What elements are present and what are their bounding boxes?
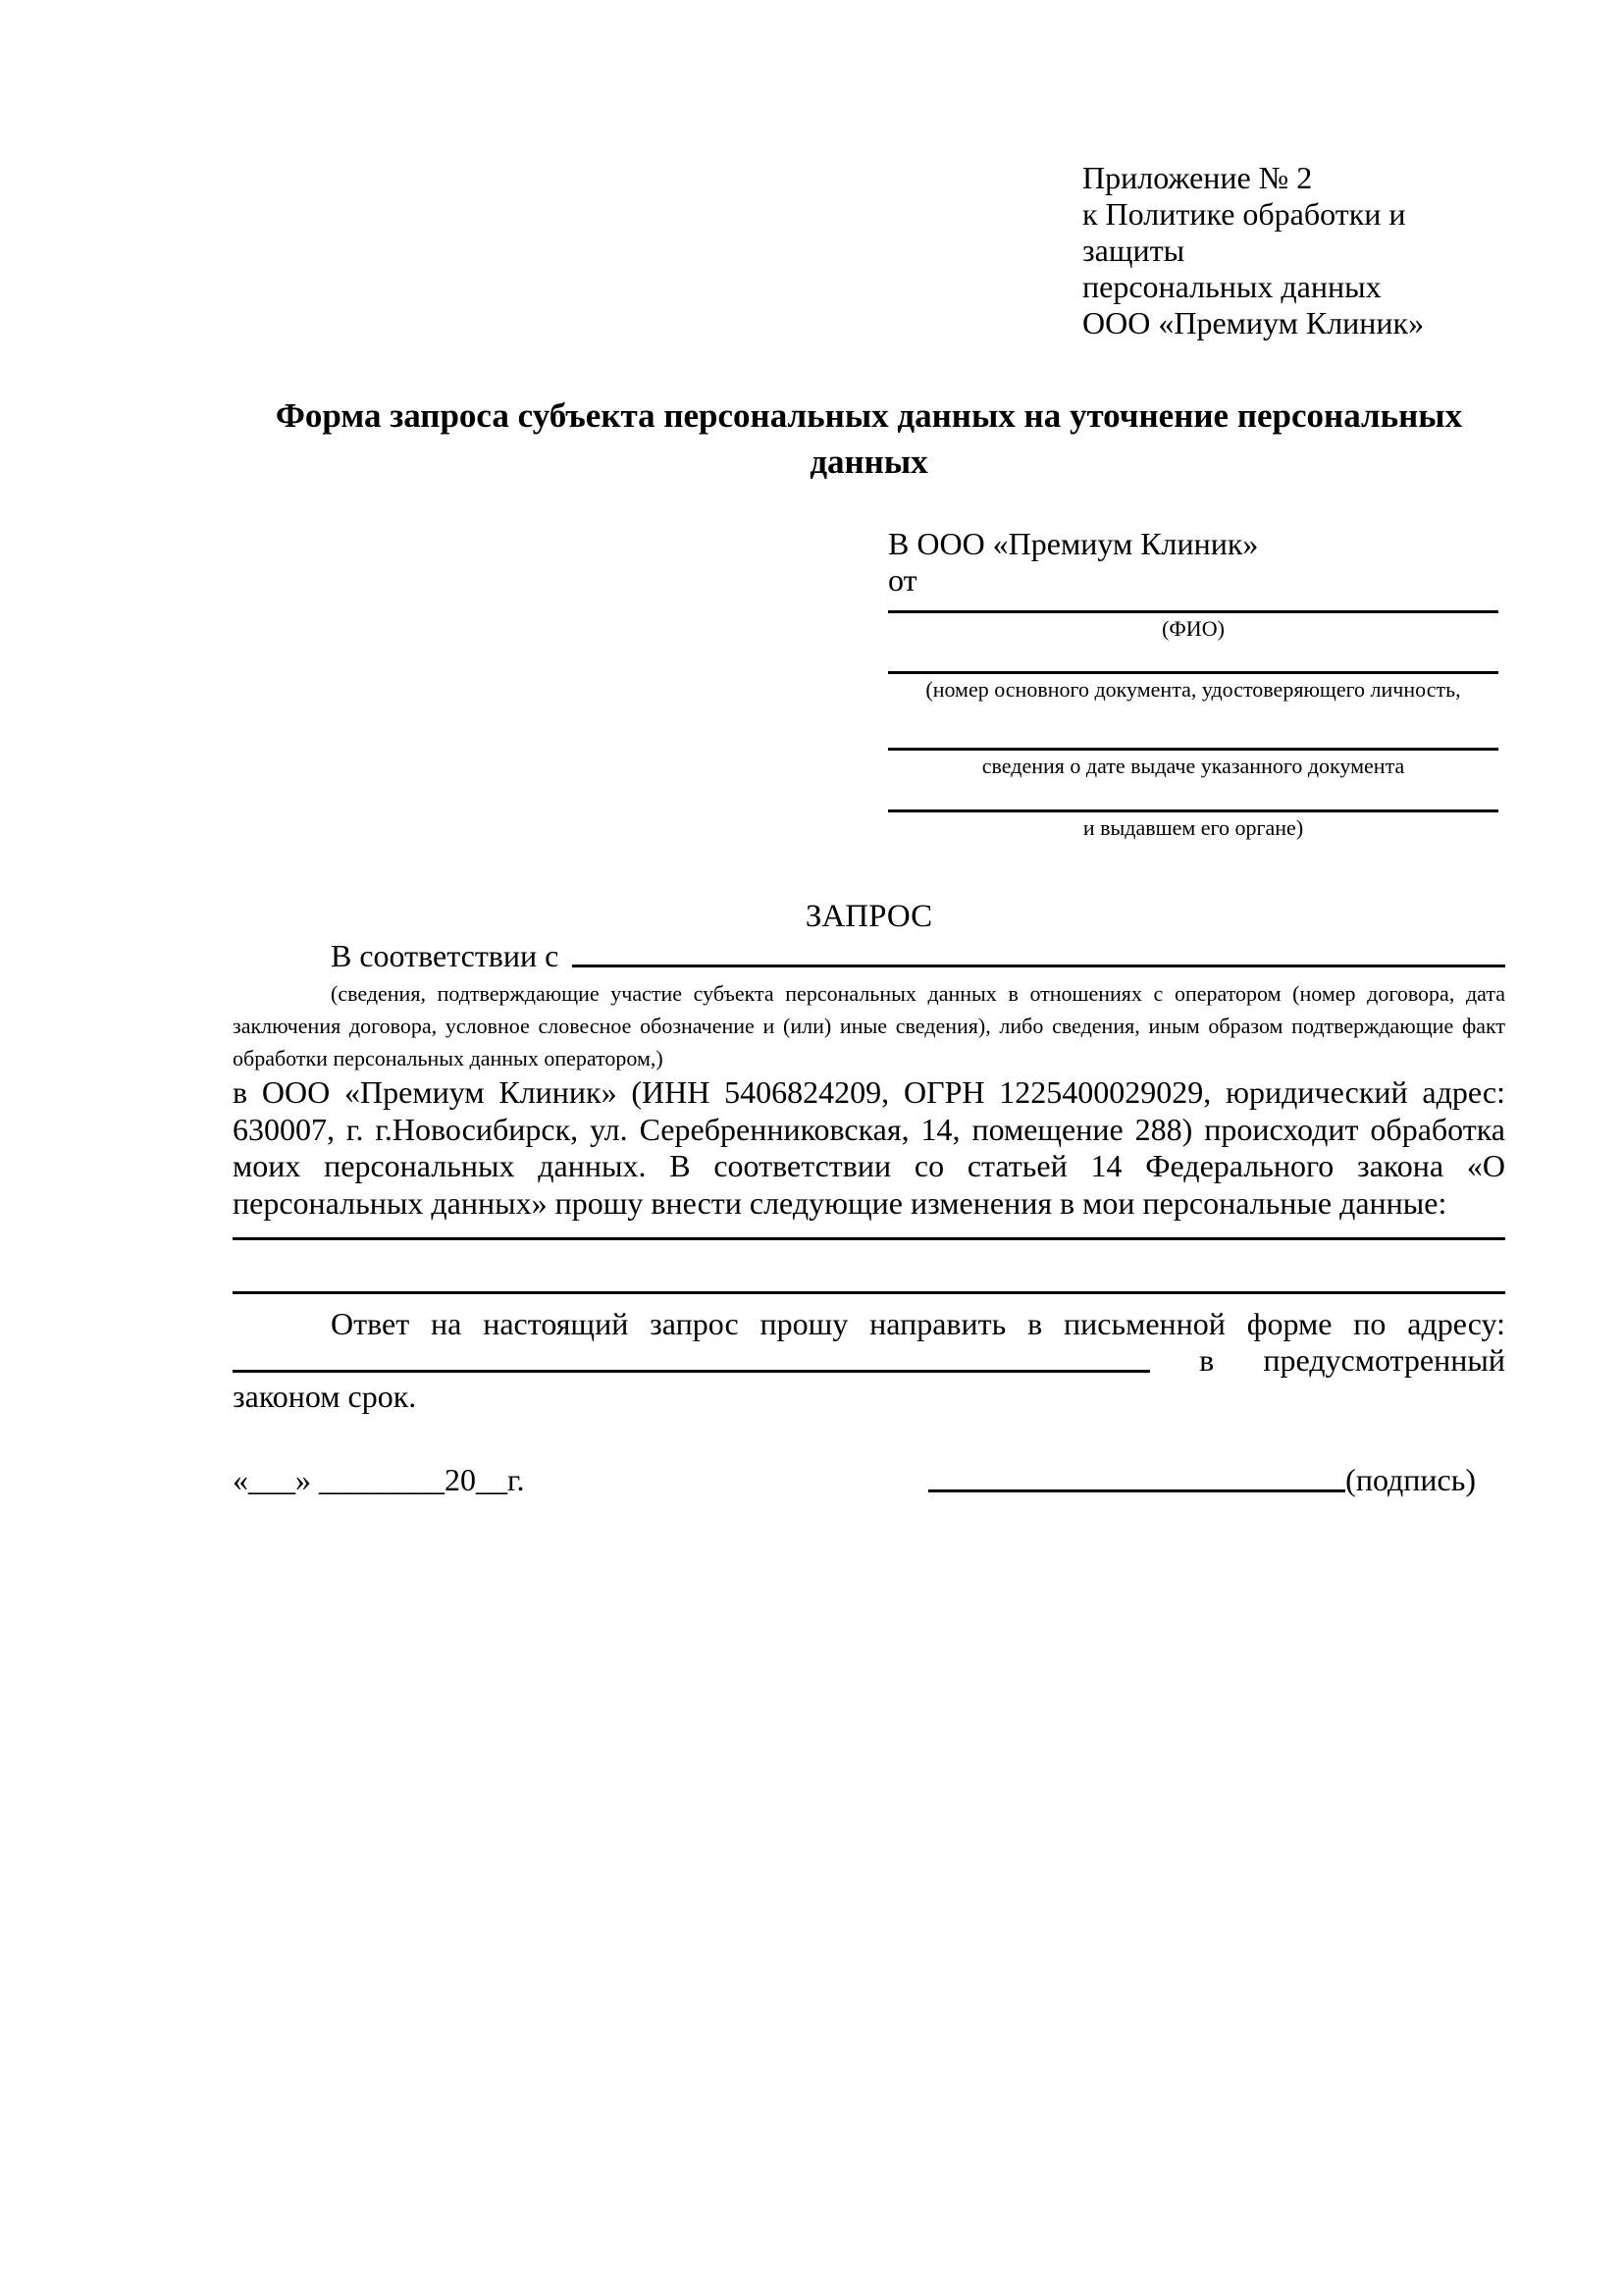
- signature-blank-line[interactable]: [928, 1489, 1345, 1492]
- appendix-line: к Политике обработки и защиты: [1082, 196, 1406, 268]
- reply-address-row: [233, 1342, 1505, 1379]
- reply-word-predusmotrennyj: предусмотренный: [1263, 1342, 1505, 1378]
- basis-label: В соответствии с: [331, 938, 559, 973]
- basis-caption: (сведения, подтверждающие участие субъекта персональных данных в отношениях с оператором (номер договора, дата заключения договора, условное словесное обозначение и (или) иные сведения), либо сведения, иным образом подтверждающие факт обработки персональных данных оператором,): [233, 981, 1505, 1070]
- date-blank-pattern[interactable]: «___» ________20__г.: [233, 1462, 525, 1497]
- issuing-authority-blank-line[interactable]: [888, 809, 1498, 812]
- fio-blank-line[interactable]: [888, 610, 1498, 613]
- reply-paragraph-line1: Ответ на настоящий запрос прошу направить в письменной форме по адресу:: [331, 1306, 1505, 1341]
- appendix-line: персональных данных: [1082, 269, 1382, 304]
- fio-field: [888, 610, 1498, 642]
- issue-date-blank-line[interactable]: [888, 748, 1498, 751]
- document-number-blank-line[interactable]: [888, 671, 1498, 674]
- issuing-authority-field: [888, 809, 1498, 841]
- request-body: в ООО «Премиум Клиник» (ИНН 5406824209, ОГРН 1225400029029, юридический адрес: 630007, г. г.Новосибирск, ул. Серебренниковская, 14, помещение 288) происходит обработка моих персональных данных. В соответствии со статьей 14 Федерального закона «О персональных данных» прошу внести следующие изменения в мои персональные данные:: [233, 1074, 1505, 1221]
- fio-caption: (ФИО): [1162, 616, 1225, 641]
- changes-blank-line-1[interactable]: [233, 1237, 1505, 1240]
- issuing-authority-caption: и выдавшем его органе): [1082, 815, 1304, 840]
- changes-blank-lines: [233, 1237, 1505, 1294]
- addressee-from-label: от: [888, 562, 917, 598]
- addressee-to: В ООО «Премиум Клиник»: [888, 526, 1259, 561]
- page-title: Форма запроса субъекта персональных данных на уточнение персональных данных: [275, 396, 1463, 481]
- appendix-block: [1082, 160, 1505, 341]
- reply-address-blank-line[interactable]: [233, 1370, 1150, 1373]
- basis-row: [233, 937, 1505, 974]
- signature-group: [928, 1462, 1476, 1498]
- request-heading: ЗАПРОС: [805, 899, 933, 934]
- document-number-caption: (номер основного документа, удостоверяющего личность,: [925, 677, 1461, 702]
- issue-date-field: [888, 748, 1498, 779]
- footer-row: [233, 1462, 1505, 1498]
- appendix-line: Приложение № 2: [1082, 160, 1313, 195]
- addressee-block: [888, 526, 1498, 841]
- reply-paragraph-line3: законом срок.: [233, 1379, 417, 1414]
- appendix-line: ООО «Премиум Клиник»: [1082, 305, 1425, 340]
- changes-blank-line-2[interactable]: [233, 1291, 1505, 1294]
- document-number-field: [888, 671, 1498, 703]
- issue-date-caption: сведения о дате выдаче указанного документа: [981, 754, 1405, 778]
- basis-blank-line[interactable]: [572, 965, 1505, 967]
- reply-word-v: в: [1199, 1342, 1215, 1378]
- signature-caption: (подпись): [1345, 1462, 1476, 1497]
